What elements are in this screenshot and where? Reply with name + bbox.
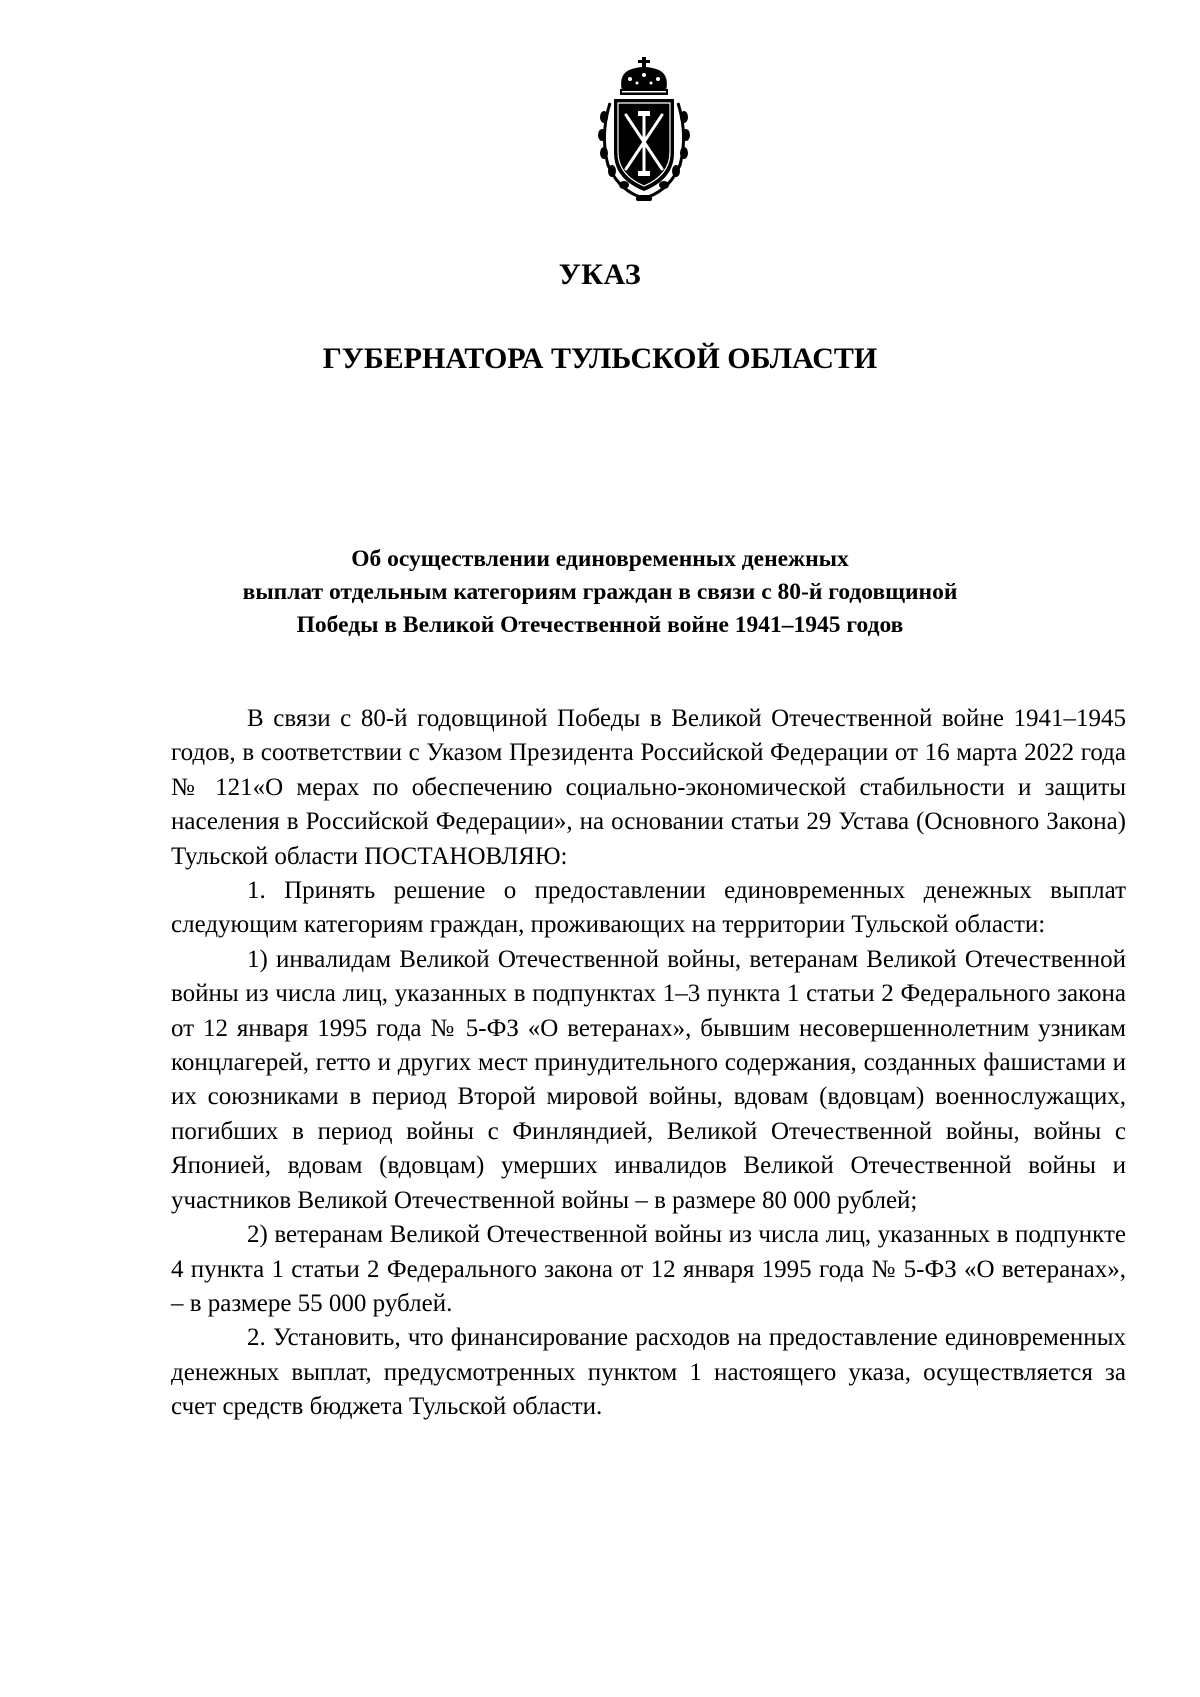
subclause-2-paragraph: 2) ветеранам Великой Отечественной войны из числа лиц, указанных в подпункте 4 пункта 1 статьи 2 Федерального закона от 12 января 1995 года № 5-ФЗ «О ветеранах», – в размере 55 000 рублей. <box>171 1221 1126 1317</box>
subclause-1-paragraph: 1) инвалидам Великой Отечественной войны, ветеранам Великой Отечественной войны из числа лиц, указанных в подпунктах 1–3 пункта 1 статьи 2 Федерального закона от 12 января 1995 года № 5-ФЗ «О ветеранах», бывшим несовершеннолетним узникам концлагерей, гетто и других мест принудительного содержания, созданных фашистами и их союзниками в период Второй мировой войны, вдовам (вдовцам) военнослужащих, погибших в период войны с Финляндией, Великой Отечественной войны, войны с Японией, вдовам (вдовцам) умерших инвалидов Великой Отечественной войны и участников Великой Отечественной войны – в размере 80 000 рублей; <box>171 945 1126 1214</box>
document-heading <box>0 543 1200 642</box>
clause-1-paragraph: 1. Принять решение о предоставлении единовременных денежных выплат следующим категориям граждан, проживающих на территории Тульской области: <box>171 877 1126 939</box>
heading-line: Об осуществлении единовременных денежных <box>351 546 849 572</box>
document-title: УКАЗ <box>558 258 642 291</box>
preamble-paragraph: В связи с 80-й годовщиной Победы в Великой Отечественной войне 1941–1945 годов, в соответствии с Указом Президента Российской Федерации от 16 марта 2022 года № 121«О мерах по обеспечению социально-экономической стабильности и защиты населения в Российской Федерации», на основании статьи 29 Устава (Основного Закона) Тульской области ПОСТАНОВЛЯЮ: <box>171 705 1126 870</box>
document-body <box>171 702 1126 1425</box>
heading-line: выплат отдельным категориям граждан в связи с 80-й годовщиной <box>242 579 958 605</box>
clause-2-paragraph: 2. Установить, что финансирование расходов на предоставление единовременных денежных выплат, предусмотренных пунктом 1 настоящего указа, осуществляется за счет средств бюджета Тульской области. <box>171 1324 1126 1421</box>
document-issuer: ГУБЕРНАТОРА ТУЛЬСКОЙ ОБЛАСТИ <box>322 342 878 375</box>
coat-of-arms-icon <box>596 55 692 205</box>
heading-line: Победы в Великой Отечественной войне 1941–1945 годов <box>296 612 904 638</box>
